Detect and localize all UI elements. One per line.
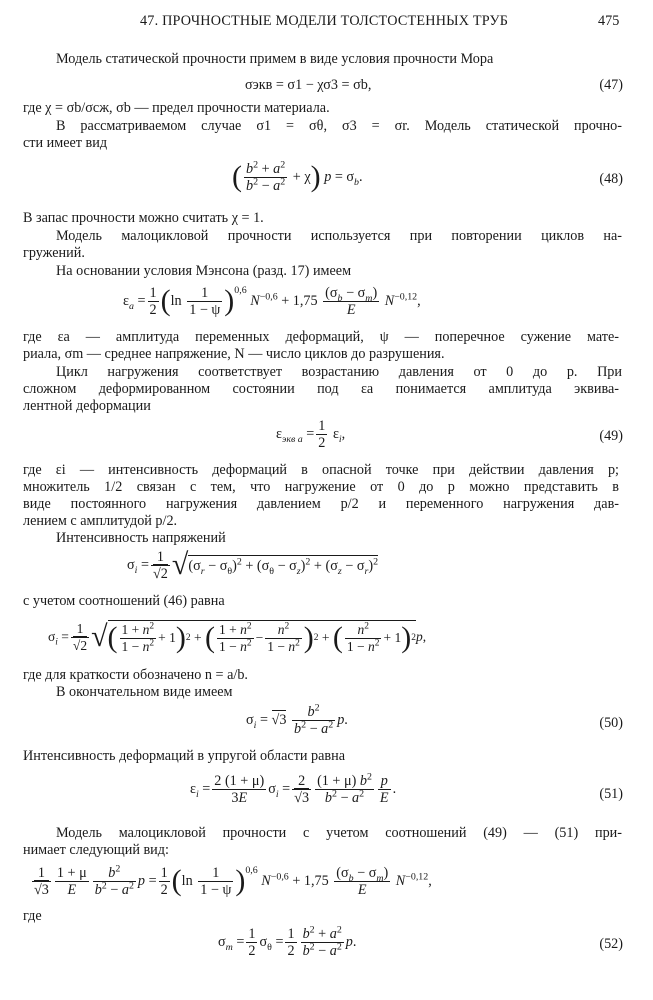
paragraph-where-ei-line4: лением с амплитудой p/2. [23, 513, 178, 529]
paragraph-final-form: В окончательном виде имеем [56, 684, 233, 700]
equation-50: $\sigma_i = √3$ $\frac{b^2}{b^2 - a^2}$ p. [246, 701, 348, 737]
paragraph-cycle-line2: сложном деформированном состоянии под εa понимается амплитуда эквива- [23, 381, 619, 397]
equation-number-52: (52) [599, 936, 623, 952]
equation-manson: $\varepsilon_a$ = $\frac{1}{2}$ ( ln $\frac{1}{1 - \psi}$ ) $^{0,6}$ $N^{-0,6} + 1,75$ $\frac{(\sigma_b - \sigma_m)}{E}$ $N^{-0,12}$, [123, 284, 421, 318]
paragraph-case-line1: В рассматриваемом случае σ1 = σθ, σ3 = σr. Модель статической прочно- [56, 118, 622, 134]
equation-number-50: (50) [599, 715, 623, 731]
paragraph-where-ei-line3: виде постоянного нагружения давлением p/2 и переменного нагружения дав- [23, 496, 619, 512]
equation-number-47: (47) [599, 77, 623, 93]
paragraph-final-model-line2: нимает следующий вид: [23, 842, 169, 858]
paragraph-where-ea-line1: где εa — амплитуда переменных деформаций, ψ — поперечное сужение мате- [23, 329, 619, 345]
paragraph-where-ei-line1: где εi — интенсивность деформаций в опасной точке при действии давления p; [23, 462, 619, 478]
paragraph-case-line2: сти имеет вид [23, 135, 108, 151]
equation-52: $\sigma_m$ = $\frac{1}{2}$ $\sigma_\theta$ = $\frac{1}{2}$ $\frac{b^2 + a^2}{b^2 - a^2}$ p. [218, 923, 357, 959]
paragraph-where-ea-line2: риала, σm — среднее напряжение, N — число циклов до разрушения. [23, 346, 445, 362]
paragraph-stress-intensity: Интенсивность напряжений [56, 530, 226, 546]
paragraph-where: где [23, 908, 42, 924]
paragraph-mohr: Модель статической прочности примем в виде условия прочности Мора [56, 51, 494, 67]
paragraph-margin: В запас прочности можно считать χ = 1. [23, 210, 264, 226]
paragraph-lowcycle-line2: гружений. [23, 245, 85, 261]
paragraph-with-46: с учетом соотношений (46) равна [23, 593, 225, 609]
equation-48: ( $\frac{b^2 + a^2}{b^2 - a^2}$ + χ ) $p = \sigma_b$. [232, 158, 363, 194]
running-title: 47. ПРОЧНОСТНЫЕ МОДЕЛИ ТОЛСТОСТЕННЫХ ТРУБ [140, 13, 509, 29]
equation-number-49: (49) [599, 428, 623, 444]
equation-stress-intensity: $\sigma_i$ = $\frac{1}{√2}$ √ $(\sigma_r - \sigma_\theta)^2 + (\sigma_\theta - \sigma_z)^2 + (\sigma_z - \sigma_r)^2$ [127, 548, 379, 582]
equation-47: σэкв = σ1 − χσ3 = σb, [245, 77, 372, 93]
paragraph-manson: На основании условия Мэнсона (разд. 17) имеем [56, 263, 352, 279]
equation-final-model: $\frac{1}{√3}$ $\frac{1 + \mu}{E}$ $\frac{b^2}{b^2 - a^2}$ p = $\frac{1}{2}$ ( ln $\frac{1}{1 - \psi}$ ) $^{0,6}$ $N^{-0,6} + 1,75$ $\frac{(\sigma_b - \sigma_m)}{E}$ $N^{-0,12}$, [34, 862, 432, 898]
paragraph-strain-intensity: Интенсивность деформаций в упругой области равна [23, 748, 346, 764]
paragraph-lowcycle-line1: Модель малоцикловой прочности используется при повторении циклов на- [56, 228, 622, 244]
paragraph-cycle-line3: лентной деформации [23, 398, 151, 414]
paragraph-chi-def: где χ = σb/σсж, σb — предел прочности материала. [23, 100, 330, 116]
paragraph-cycle-line1: Цикл нагружения соответствует возрастанию давления от 0 до p. При [56, 364, 622, 380]
equation-49: $\varepsilon_{экв a}$ = $\frac{1}{2}$ $\varepsilon_i$, [276, 417, 346, 451]
paragraph-where-ei-line2: множитель 1/2 связан с тем, что нагружение от 0 до p можно представить в [23, 479, 619, 495]
page-number: 475 [598, 13, 620, 29]
equation-number-48: (48) [599, 171, 623, 187]
paragraph-final-model-line1: Модель малоцикловой прочности с учетом соотношений (49) — (51) при- [56, 825, 622, 841]
paragraph-brevity: где для краткости обозначено n = a/b. [23, 667, 248, 683]
equation-51: $\varepsilon_i$ = $\frac{2 (1 + \mu)}{3E}$ $\sigma_i$ = $\frac{2}{√3}$ $\frac{(1 + \mu) b^2}{b^2 - a^2}$ $\frac{p}{E}$ . [190, 770, 397, 806]
equation-number-51: (51) [599, 786, 623, 802]
equation-stress-expanded: $\sigma_i$ = $\frac{1}{√2}$ √ ( $\frac{1 + n^2}{1 - n^2}$ + 1 ) 2 + ( $\frac{1 + n^2}{1 - n^2}$ − $\frac{n^2}{1 - n^2}$ ) 2 + ( $\frac{n^2}{1 - n^2}$ + 1 ) 2 p, [48, 620, 427, 654]
